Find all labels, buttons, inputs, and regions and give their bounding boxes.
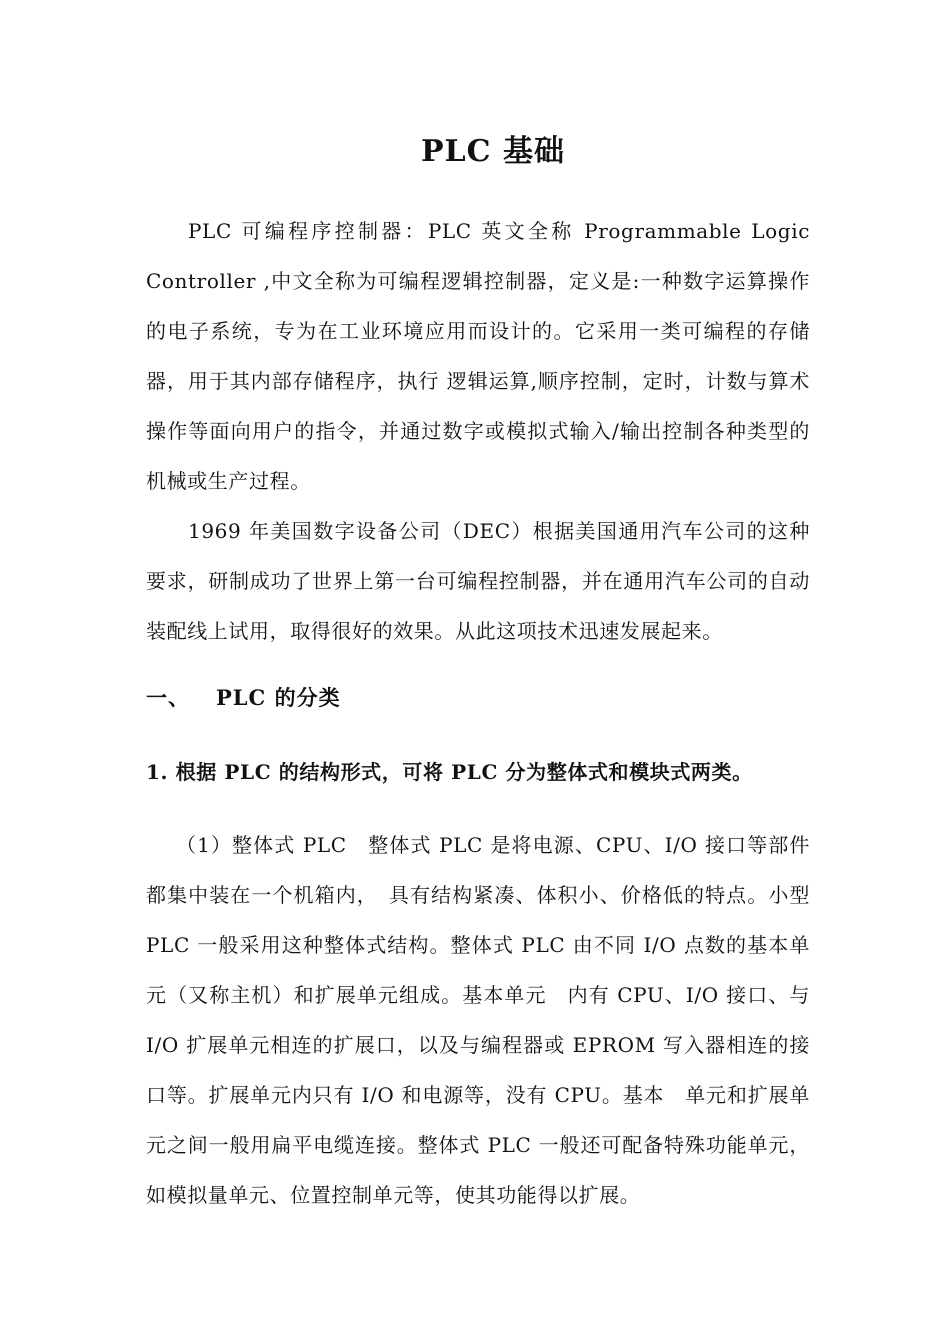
history-paragraph: 1969 年美国数字设备公司（DEC）根据美国通用汽车公司的这种要求，研制成功了世界上第一台可编程控制器，并在通用汽车公司的自动装配线上试用，取得很好的效果。从此这项技术迅速发展起来。: [146, 519, 810, 643]
intro-paragraph: PLC 可编程序控制器：PLC 英文全称 Programmable Logic Controller ,中文全称为可编程逻辑控制器，定义是:一种数字运算操作的电子系统，专为在工业环境应用而设计的。它采用一类可编程的存储器，用于其内部存储程序，执行 逻辑运算,顺序控制，定时，计数与算术操作等面向用户的指令，并通过数字或模拟式输入/输出控制各种类型的机械或生产过程。: [146, 219, 810, 493]
document-title: PLC 基础: [421, 134, 565, 170]
section-number: 一、: [146, 685, 190, 710]
section-heading: [146, 680, 341, 716]
integral-plc-paragraph: （1）整体式 PLC 整体式 PLC 是将电源、CPU、I/O 接口等部件都集中装在一个机箱内， 具有结构紧凑、体积小、价格低的特点。小型 PLC 一般采用这种整体式结构。整体式 PLC 由不同 I/O 点数的基本单元（又称主机）和扩展单元组成。基本单元 内有 CPU、I/O 接口、与 I/O 扩展单元相连的扩展口，以及与编程器或 EPROM 写入器相连的接口等。扩展单元内只有 I/O 和电源等，没有 CPU。基本 单元和扩展单元之间一般用扁平电缆连接。整体式 PLC 一般还可配备特殊功能单元，如模拟量单元、位置控制单元等，使其功能得以扩展。: [146, 833, 810, 1207]
subsection-heading: 1. 根据 PLC 的结构形式，可将 PLC 分为整体式和模块式两类。: [146, 760, 753, 784]
section-heading-text: PLC 的分类: [216, 685, 341, 710]
